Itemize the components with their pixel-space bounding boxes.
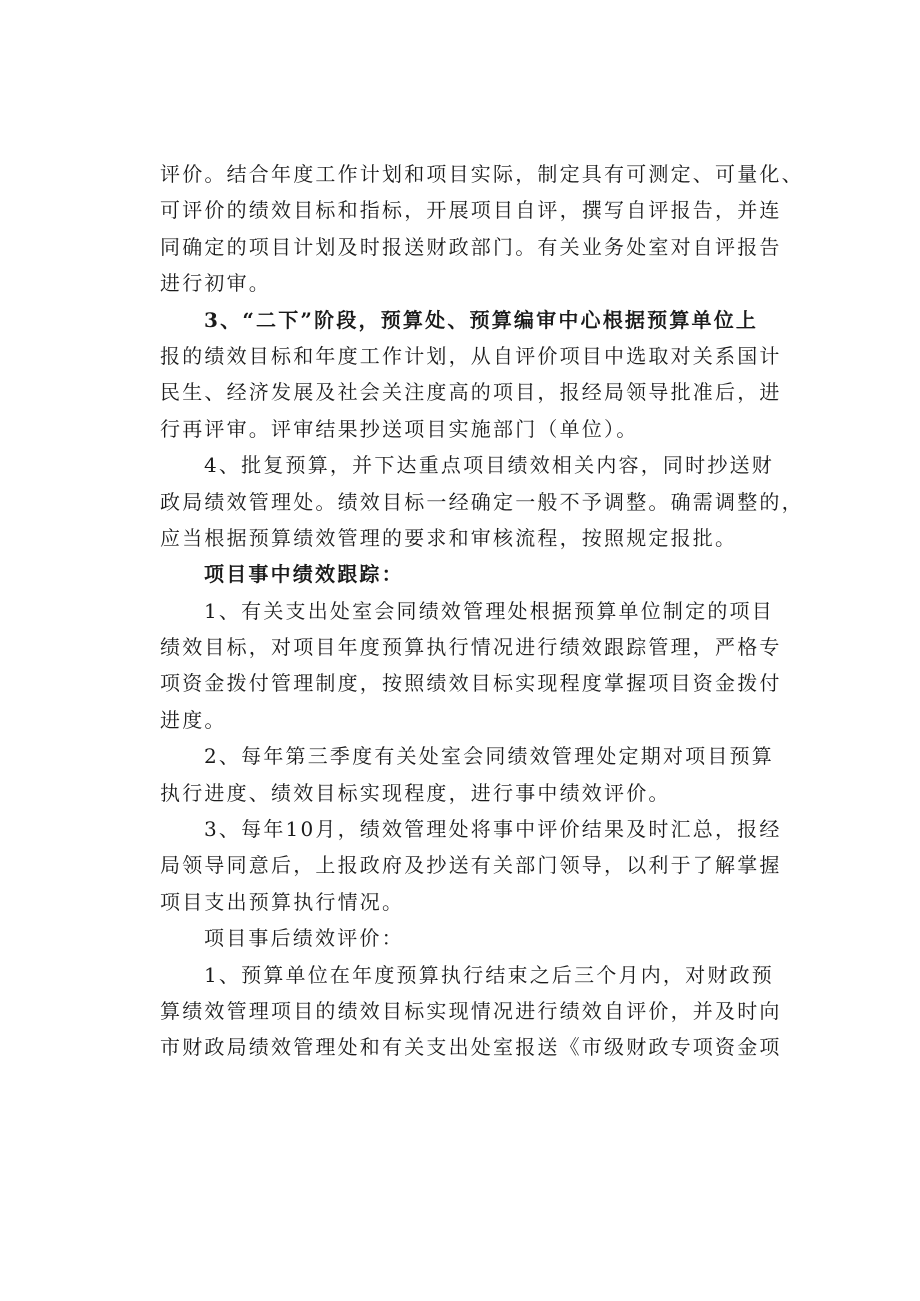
stage-heading-line: 3、“二下”阶段，预算处、预算编审中心根据预算单位上 — [204, 307, 759, 332]
text-line: 同确定的项目计划及时报送财政部门。有关业务处室对自评报告 — [160, 234, 782, 259]
text-line: 项资金拨付管理制度，按照绩效目标实现程度掌握项目资金拨付 — [160, 671, 782, 696]
text-line: 3、每年10月，绩效管理处将事中评价结果及时汇总，报经 — [204, 817, 782, 842]
text-line: 政局绩效管理处。绩效目标一经确定一般不予调整。确需调整的， — [160, 489, 804, 514]
text-line: 进度。 — [160, 707, 227, 732]
text-line: 1、预算单位在年度预算执行结束之后三个月内，对财政预 — [204, 962, 774, 987]
text-line: 项目支出预算执行情况。 — [160, 889, 405, 914]
text-line: 行再评审。评审结果抄送项目实施部门（单位）。 — [160, 416, 639, 441]
text-line: 应当根据预算绩效管理的要求和审核流程，按照规定报批。 — [160, 525, 738, 550]
text-line: 1、有关支出处室会同绩效管理处根据预算单位制定的项目 — [204, 598, 774, 623]
text-line: 4、批复预算，并下达重点项目绩效相关内容，同时抄送财 — [204, 453, 774, 478]
section-heading-post: 项目事后绩效评价： — [204, 926, 404, 951]
section-heading-midterm: 项目事中绩效跟踪： — [204, 562, 404, 587]
text-line: 算绩效管理项目的绩效目标实现情况进行绩效自评价，并及时向 — [160, 998, 782, 1023]
text-line: 绩效目标，对项目年度预算执行情况进行绩效跟踪管理，严格专 — [160, 635, 782, 660]
text-line: 评价。结合年度工作计划和项目实际，制定具有可测定、可量化、 — [160, 162, 804, 186]
text-line: 2、每年第三季度有关处室会同绩效管理处定期对项目预算 — [204, 744, 774, 769]
text-line: 局领导同意后，上报政府及抄送有关部门领导，以利于了解掌握 — [160, 853, 782, 878]
text-line: 报的绩效目标和年度工作计划，从自评价项目中选取对关系国计 — [160, 343, 782, 368]
text-line: 可评价的绩效目标和指标，开展项目自评，撰写自评报告，并连 — [160, 198, 782, 223]
text-line: 市财政局绩效管理处和有关支出处室报送《市级财政专项资金项 — [160, 1035, 782, 1060]
document-body — [160, 156, 804, 1066]
text-line: 民生、经济发展及社会关注度高的项目，报经局领导批准后，进 — [160, 380, 782, 405]
text-line: 进行初审。 — [160, 271, 271, 296]
text-line: 执行进度、绩效目标实现程度，进行事中绩效评价。 — [160, 780, 671, 805]
